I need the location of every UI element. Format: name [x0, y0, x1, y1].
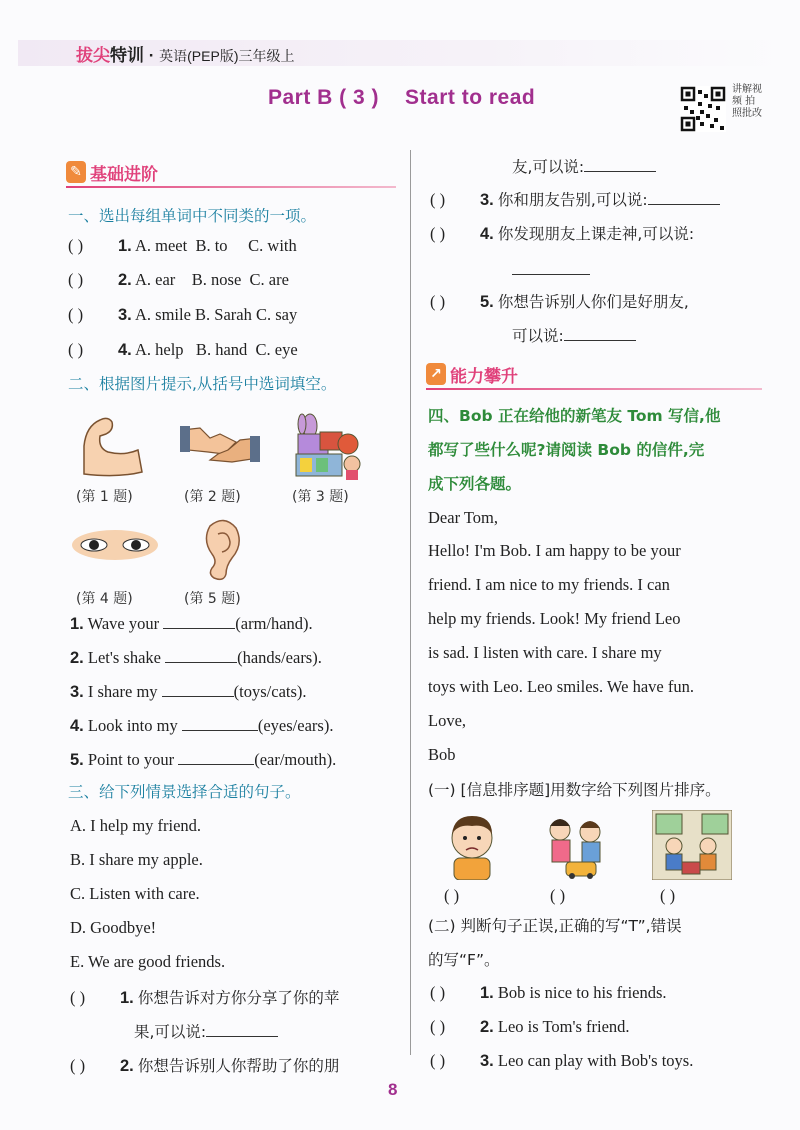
- fill-item: 2. Let's shake (hands/ears).: [70, 648, 322, 667]
- order-paren[interactable]: ( ): [660, 886, 676, 905]
- list-item: ( ) 4. A. help B. hand C. eye: [68, 340, 298, 359]
- playing-together-picture: [652, 810, 732, 880]
- picture-caption: (第 1 题): [76, 489, 133, 505]
- answer-blank[interactable]: [178, 748, 254, 765]
- part3-heading: 三、给下列情景选择合适的句子。: [68, 783, 301, 801]
- picture-caption: (第 2 题): [184, 489, 241, 505]
- climb-icon: ↗: [426, 363, 446, 385]
- answer-blank[interactable]: [584, 155, 656, 172]
- section-banner-ability: [426, 362, 762, 388]
- eyes-picture: [72, 530, 158, 560]
- answer-blank[interactable]: [648, 188, 720, 205]
- letter-line: friend. I am nice to my friends. I can: [428, 575, 670, 594]
- order-paren[interactable]: ( ): [550, 886, 566, 905]
- pen-icon: ✎: [66, 161, 86, 183]
- fill-item: 4. Look into my (eyes/ears).: [70, 716, 334, 735]
- sad-boy-picture: [440, 812, 504, 880]
- question-item-cont: 果,可以说:: [134, 1020, 278, 1042]
- answer-blank[interactable]: [564, 324, 636, 341]
- letter-line: Hello! I'm Bob. I am happy to be your: [428, 541, 681, 560]
- brand-dot: ·: [148, 46, 155, 65]
- qr-caption: 讲解视频 拍照批改: [732, 84, 762, 119]
- section-banner-basic: [66, 160, 396, 186]
- ear-picture: [200, 516, 244, 582]
- toys-picture: [290, 410, 366, 482]
- option-item: C. Listen with care.: [70, 884, 200, 903]
- letter-line: Dear Tom,: [428, 508, 499, 527]
- answer-blank[interactable]: [206, 1020, 278, 1037]
- brand: [76, 41, 294, 66]
- brand-rest: 特训: [110, 46, 144, 65]
- question-item-cont: 可以说:: [512, 324, 636, 346]
- fill-item: 3. I share my (toys/cats).: [70, 682, 307, 701]
- option-item: A. I help my friend.: [70, 816, 202, 835]
- answer-blank[interactable]: [512, 258, 590, 275]
- part4-heading-line: 成下列各题。: [428, 475, 522, 493]
- section-title: 基础进阶: [90, 165, 158, 185]
- page-title: [268, 86, 561, 110]
- banner-underline: [426, 388, 762, 390]
- answer-blank[interactable]: [182, 714, 258, 731]
- part1-heading: 一、选出每组单词中不同类的一项。: [68, 207, 317, 225]
- question-item: ( ) 3. 你和朋友告别,可以说:: [430, 188, 720, 210]
- section-title: 能力攀升: [450, 367, 518, 387]
- brand-bold: 拔尖: [76, 46, 110, 65]
- list-item: ( ) 3. A. smile B. Sarah C. say: [68, 305, 298, 324]
- arm-picture: [78, 412, 148, 478]
- judge-item: ( ) 1. Bob is nice to his friends.: [430, 983, 667, 1002]
- answer-blank[interactable]: [163, 612, 235, 629]
- question-item: ( ) 5. 你想告诉别人你们是好朋友,: [430, 292, 689, 311]
- fill-item: 5. Point to your (ear/mouth).: [70, 750, 337, 769]
- sub-question-1: (一) [信息排序题]用数字给下列图片排序。: [428, 781, 721, 799]
- letter-line: toys with Leo. Leo smiles. We have fun.: [428, 677, 694, 696]
- answer-blank[interactable]: [165, 646, 237, 663]
- question-item-cont: 友,可以说:: [512, 155, 656, 177]
- judge-item: ( ) 3. Leo can play with Bob's toys.: [430, 1051, 694, 1070]
- sub-question-2-cont: 的写“F”。: [428, 951, 500, 969]
- question-item: ( ) 1. 你想告诉对方你分享了你的苹: [70, 988, 340, 1007]
- subject-label: 英语(PEP版)三年级上: [159, 48, 295, 64]
- part4-heading-line: 四、Bob 正在给他的新笔友 Tom 写信,他: [428, 407, 721, 425]
- letter-line: Love,: [428, 711, 467, 730]
- sub-question-2: (二) 判断句子正误,正确的写“T”,错误: [428, 917, 682, 935]
- qr-code-icon[interactable]: [680, 86, 726, 132]
- list-item: ( ) 1. A. meet B. to C. with: [68, 236, 297, 255]
- question-item: ( ) 4. 你发现朋友上课走神,可以说:: [430, 224, 695, 243]
- lesson-title: Start to read: [405, 86, 536, 109]
- picture-caption: (第 5 题): [184, 591, 241, 607]
- sharing-toys-picture: [542, 812, 618, 880]
- picture-caption: (第 4 题): [76, 591, 133, 607]
- part-label: Part B ( 3 ): [268, 86, 380, 109]
- judge-item: ( ) 2. Leo is Tom's friend.: [430, 1017, 630, 1036]
- answer-blank[interactable]: [162, 680, 234, 697]
- part2-heading: 二、根据图片提示,从括号中选词填空。: [68, 375, 337, 393]
- picture-caption: (第 3 题): [292, 489, 349, 505]
- page-number: 8: [388, 1080, 398, 1099]
- list-item: ( ) 2. A. ear B. nose C. are: [68, 270, 289, 289]
- handshake-picture: [180, 420, 260, 470]
- part4-heading-line: 都写了些什么呢?请阅读 Bob 的信件,完: [428, 441, 705, 459]
- fill-item: 1. Wave your (arm/hand).: [70, 614, 313, 633]
- letter-line: Bob: [428, 745, 456, 764]
- banner-underline: [66, 186, 396, 188]
- question-tag: 信息排序题: [466, 781, 545, 799]
- option-item: B. I share my apple.: [70, 850, 203, 869]
- question-item: ( ) 2. 你想告诉别人你帮助了你的朋: [70, 1056, 340, 1075]
- letter-line: is sad. I listen with care. I share my: [428, 643, 662, 662]
- letter-line: help my friends. Look! My friend Leo: [428, 609, 681, 628]
- option-item: E. We are good friends.: [70, 952, 226, 971]
- order-paren[interactable]: ( ): [444, 886, 460, 905]
- column-divider: [410, 150, 411, 1055]
- option-item: D. Goodbye!: [70, 918, 157, 937]
